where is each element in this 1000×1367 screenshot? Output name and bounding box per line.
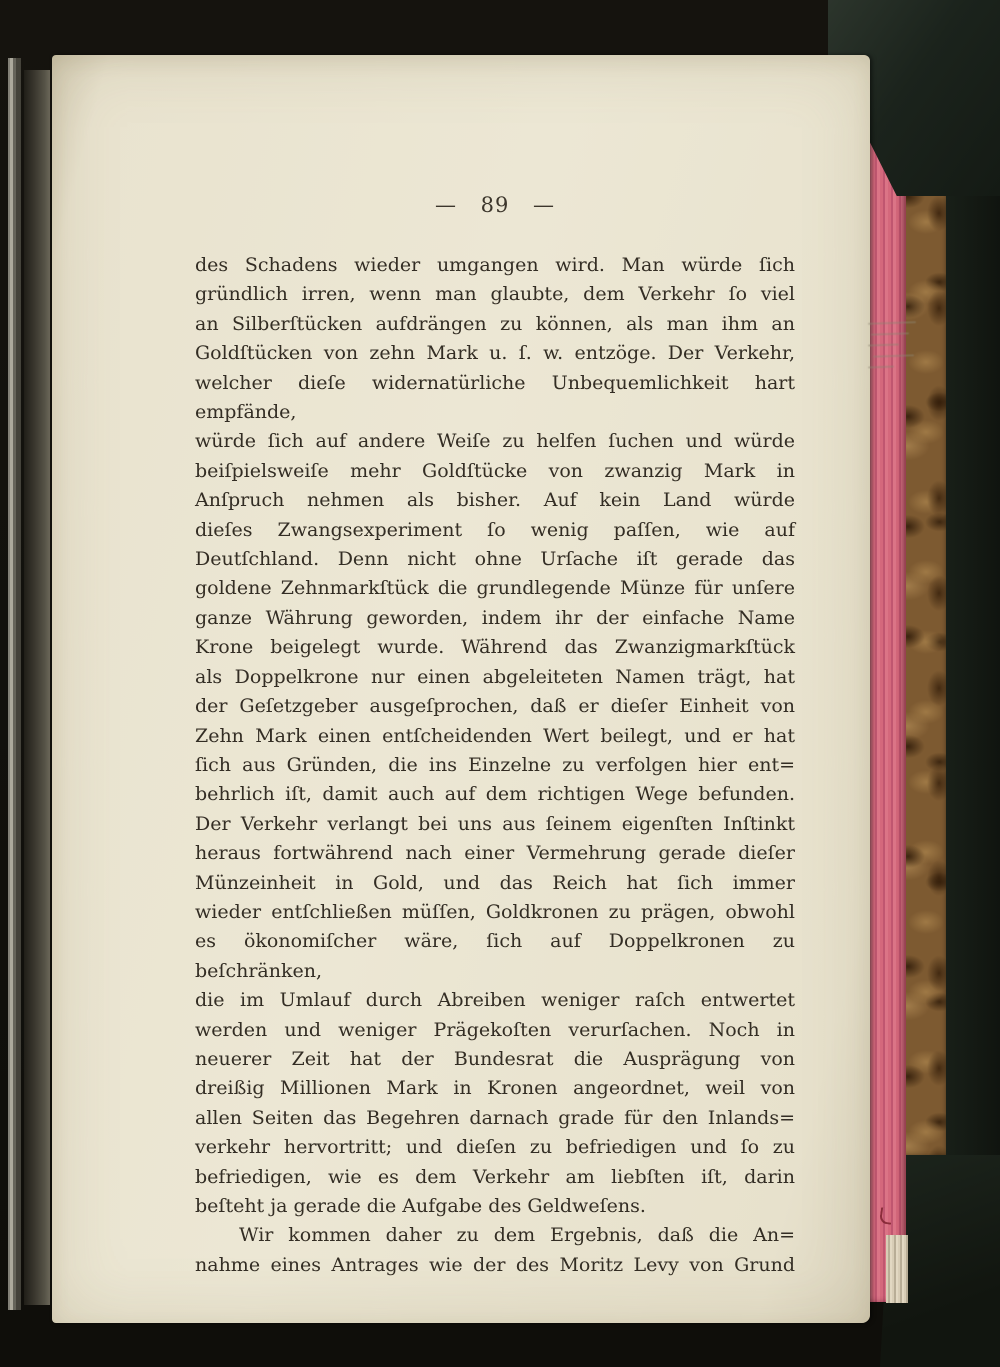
page-edge-shadow-left [24,70,50,1305]
text-line: heraus fortwährend nach einer Vermehrung gerade dieſer [195,842,795,865]
text-line: befriedigen, wie es dem Verkehr am liebſten iſt, darin [195,1165,795,1188]
text-line: Zehn Mark einen entſcheidenden Wert beilegt, und er hat [195,724,795,747]
text-line: Der Verkehr verlangt bei uns aus ſeinem eigenſten Inſtinkt [195,812,795,835]
text-line: werden und weniger Prägekoſten verurſachen. Noch in [195,1018,795,1041]
text-line: Deutſchland. Denn nicht ohne Urſache iſt gerade das [195,548,795,571]
text-line: dieſes Zwangsexperiment ſo wenig paſſen, wie auf [195,518,795,541]
text-line: beiſpielsweiſe mehr Goldſtücke von zwanzig Mark in [195,459,795,482]
text-line: Krone beigelegt wurde. Während das Zwanzigmarkſtück [195,636,795,659]
text-line: behrlich iſt, damit auch auf dem richtigen Wege befunden. [195,783,795,806]
text-line: Münzeinheit in Gold, und das Reich hat ſich immer [195,871,795,894]
text-line: beſteht ja gerade die Aufgabe des Geldweſens. [195,1195,646,1217]
text-line: würde ſich auf andere Weiſe zu helfen ſuchen und würde [195,430,795,453]
text-line: der Geſetzgeber ausgeſprochen, daß er dieſer Einheit von [195,695,795,718]
text-line: ſich aus Gründen, die ins Einzelne zu verfolgen hier ent= [195,753,795,776]
text-line: allen Seiten das Begehren darnach grade für den Inlands= [195,1106,795,1129]
page-number: — 89 — [434,193,556,217]
book-page [52,55,870,1323]
text-line: ganze Währung geworden, indem ihr der einfache Name [195,606,795,629]
text-line: Anſpruch nehmen als bisher. Auf kein Land würde [195,489,795,512]
text-line: des Schadens wieder umgangen wird. Man würde ſich [195,254,795,276]
text-line: es ökonomiſcher wäre, ſich auf Doppelkronen zu beſchränken, [195,930,795,982]
text-line: welcher dieſe widernatürliche Unbequemlichkeit hart empfände, [195,371,795,424]
text-line: goldene Zehnmarkſtück die grundlegende Münze für unſere [195,577,795,600]
text-line: als Doppelkrone nur einen abgeleiteten Namen trägt, hat [195,665,795,688]
text-line: wieder entſchließen müſſen, Goldkronen zu prägen, obwohl [195,900,795,923]
page-edges-left [8,58,21,1310]
body-text [195,251,795,1280]
text-line: verkehr hervortritt; und dieſen zu befriedigen und ſo zu [195,1136,795,1159]
text-line: nahme eines Antrages wie der des Moritz Levy von Grund [195,1253,795,1276]
text-line: Wir kommen daher zu dem Ergebnis, daß die An= [239,1224,795,1247]
text-line: Goldſtücken von zehn Mark u. ſ. w. entzöge. Der Verkehr, [195,342,795,365]
page-block-bottom-edge [886,1235,908,1303]
margin-pencil-notes [868,313,916,409]
text-line: neuerer Zeit hat der Bundesrat die Ausprägung von [195,1047,795,1070]
text-line: die im Umlauf durch Abreiben weniger raſch entwertet [195,989,795,1012]
text-line: gründlich irren, wenn man glaubte, dem Verkehr ſo viel [195,283,795,306]
text-line: dreißig Millionen Mark in Kronen angeordnet, weil von [195,1077,795,1100]
text-line: an Silberſtücken aufdrängen zu können, als man ihm an [195,312,795,335]
